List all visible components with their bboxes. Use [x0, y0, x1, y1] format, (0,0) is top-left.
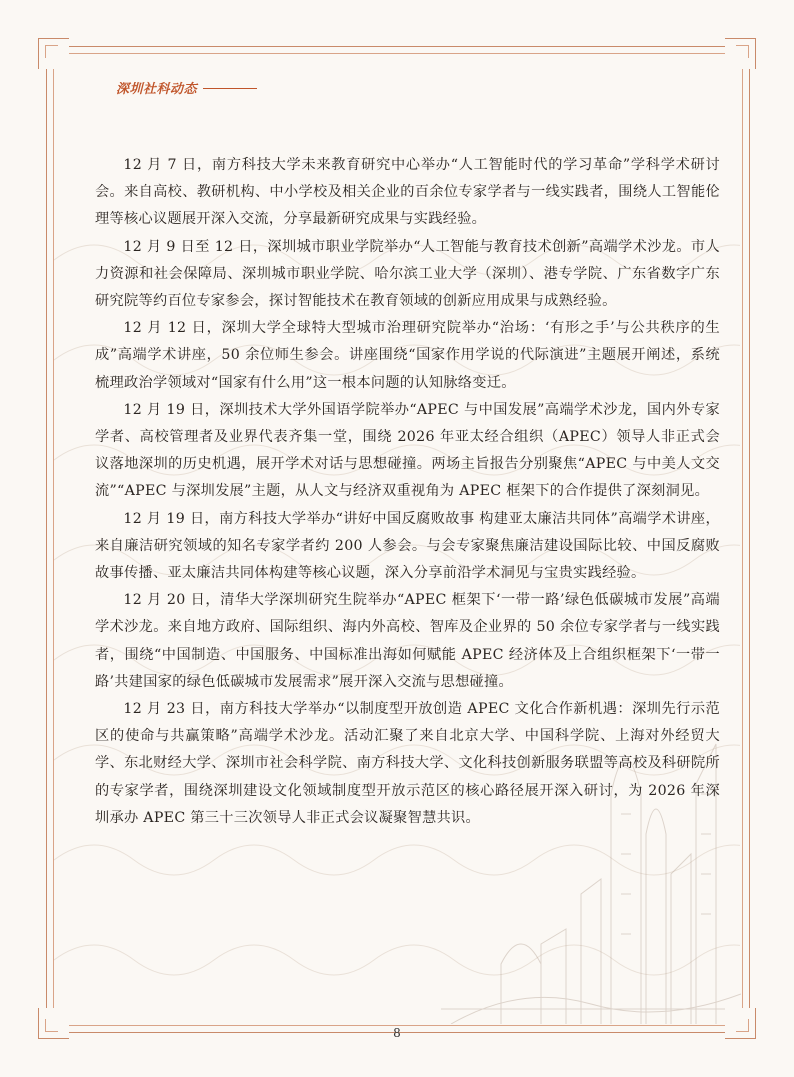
paragraph: 12 月 9 日至 12 日，深圳城市职业学院举办“人工智能与教育技术创新”高端学术沙龙。市人力资源和社会保障局、深圳城市职业学院、哈尔滨工业大学（深圳）、港专学院、广东省数字广东研究院等约百位专家参会，探讨智能技术在教育领域的创新应用成果与成熟经验。 [95, 238, 720, 310]
corner-ornament-top-right [725, 38, 756, 69]
paragraph: 12 月 12 日，深圳大学全球特大型城市治理研究院举办“治场：‘有形之手’与公共秩序的生成”高端学术讲座，50 余位师生参会。讲座围绕“国家作用学说的代际演进”主题展开阐述，系统梳理政治学领域对“国家有什么用”这一根本问题的认知脉络变迁。 [95, 320, 720, 391]
article-body [95, 152, 720, 832]
paragraph: 12 月 20 日，清华大学深圳研究生院举办“APEC 框架下‘一带一路’绿色低碳城市发展”高端学术沙龙。来自地方政府、国际组织、海内外高校、智库及企业界的 50 余位专家学者与一线实践者，围绕“中国制造、中国服务、中国标准出海如何赋能 APEC 经济体及上合组织框架下‘一带一路’共建国家的绿色低碳城市发展需求”展开深入交流与思想碰撞。 [95, 592, 720, 690]
header-rule [203, 88, 257, 89]
page-number: 8 [393, 1026, 401, 1040]
paragraph: 12 月 23 日，南方科技大学举办“以制度型开放创造 APEC 文化合作新机遇：深圳先行示范区的使命与共赢策略”高端学术沙龙。活动汇聚了来自北京大学、中国科学院、上海对外经贸大学、东北财经大学、深圳市社会科学院、南方科技大学、文化科技创新服务联盟等高校及科研院所的专家学者，围绕深圳建设文化领域制度型开放示范区的核心路径展开深入研讨，为 2026 年深圳承办 APEC 第三十三次领导人非正式会议凝聚智慧共识。 [95, 701, 720, 826]
header-title: 深圳社科动态 [116, 82, 198, 97]
paragraph: 12 月 7 日，南方科技大学未来教育研究中心举办“人工智能时代的学习革命”学科学术研讨会。来自高校、教研机构、中小学校及相关企业的百余位专家学者与一线实践者，围绕人工智能伦理等核心议题展开深入交流，分享最新研究成果与实践经验。 [95, 157, 720, 228]
running-header [116, 78, 257, 97]
paragraph: 12 月 19 日，深圳技术大学外国语学院举办“APEC 与中国发展”高端学术沙龙，国内外专家学者、高校管理者及业界代表齐集一堂，围绕 2026 年亚太经合组织（APEC）领导人非正式会议落地深圳的历史机遇，展开学术对话与思想碰撞。两场主旨报告分别聚焦“APEC 与中美人文交流”“APEC 与深圳发展”主题，从人文与经济双重视角为 APEC 框架下的合作提供了深刻洞见。 [95, 401, 720, 500]
corner-ornament-top-left [38, 38, 69, 69]
paragraph: 12 月 19 日，南方科技大学举办“讲好中国反腐败故事 构建亚太廉洁共同体”高端学术讲座，来自廉洁研究领域的知名专家学者约 200 人参会。与会专家聚焦廉洁建设国际比较、中国反腐败故事传播、亚太廉洁共同体构建等核心议题，深入分享前沿学术洞见与宝贵实践经验。 [95, 510, 720, 582]
